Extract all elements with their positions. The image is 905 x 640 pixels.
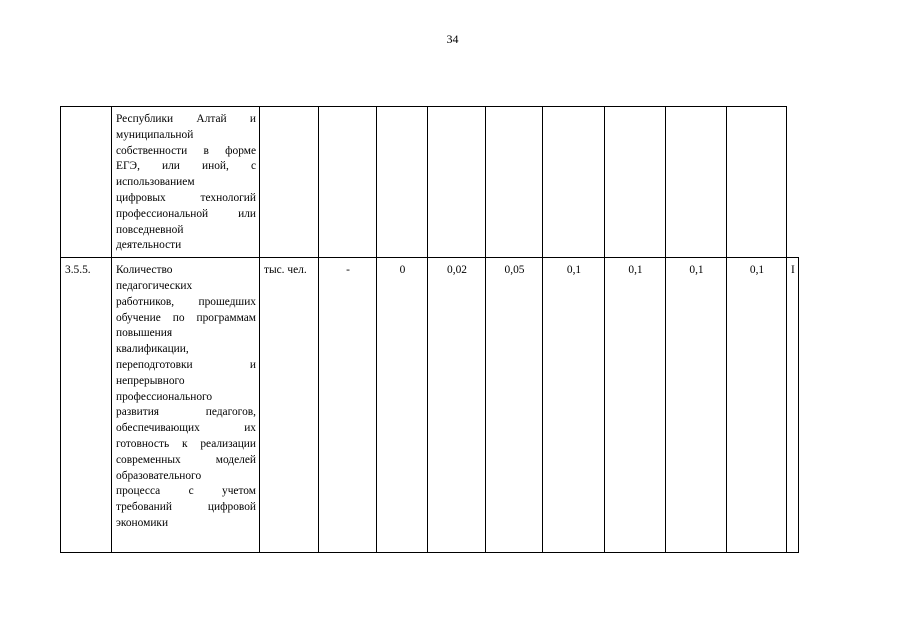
value-cell: 0,05 bbox=[486, 258, 543, 553]
text-line: повседневной bbox=[116, 223, 184, 236]
text-line: использованием bbox=[116, 176, 195, 189]
indicator-name-cell bbox=[112, 107, 260, 258]
value-cell bbox=[543, 107, 605, 258]
value-cell: 0 bbox=[377, 258, 428, 553]
text-line: работников, прошедших bbox=[116, 295, 256, 308]
value-cell bbox=[605, 107, 666, 258]
text-line: муниципальной bbox=[116, 128, 194, 141]
value-cell: 0,1 bbox=[543, 258, 605, 553]
text-line: ЕГЭ, или иной, с bbox=[116, 160, 256, 173]
text-line: экономики bbox=[116, 516, 169, 529]
indicator-name-cell bbox=[112, 258, 260, 553]
text-line: профессионального bbox=[116, 390, 213, 403]
text-line: педагогических bbox=[116, 279, 193, 292]
text-line: Количество bbox=[116, 264, 173, 277]
text-line: Республики Алтай и bbox=[116, 113, 256, 125]
text-line: повышения bbox=[116, 327, 173, 340]
text-line: требований цифровой bbox=[116, 501, 256, 514]
row-number-cell: 3.5.5. bbox=[61, 258, 112, 553]
value-cell bbox=[666, 107, 727, 258]
value-cell: 0,1 bbox=[666, 258, 727, 553]
value-cell: - bbox=[319, 258, 377, 553]
text-line: обучение по программам bbox=[116, 311, 256, 324]
value-cell bbox=[319, 107, 377, 258]
unit-cell: тыс. чел. bbox=[260, 258, 319, 553]
text-line: образовательного bbox=[116, 469, 202, 482]
text-line: переподготовки и bbox=[116, 358, 256, 371]
table-row bbox=[61, 107, 799, 258]
indicator-table bbox=[60, 106, 799, 553]
text-line: квалификации, bbox=[116, 343, 189, 356]
value-cell bbox=[428, 107, 486, 258]
page-number: 34 bbox=[446, 32, 459, 46]
text-line: профессиональной или bbox=[116, 207, 256, 220]
text-line: непрерывного bbox=[116, 374, 185, 387]
text-line: современных моделей bbox=[116, 453, 256, 466]
text-line: деятельности bbox=[116, 239, 182, 252]
text-line: собственности в форме bbox=[116, 144, 256, 157]
unit-cell bbox=[260, 107, 319, 258]
text-line: процесса с учетом bbox=[116, 485, 256, 498]
value-cell bbox=[486, 107, 543, 258]
row-number-cell bbox=[61, 107, 112, 258]
value-cell: I bbox=[787, 258, 799, 553]
table-row bbox=[61, 258, 799, 553]
text-line: готовность к реализации bbox=[116, 437, 256, 450]
value-cell bbox=[377, 107, 428, 258]
value-cell: 0,1 bbox=[727, 258, 787, 553]
value-cell bbox=[727, 107, 787, 258]
text-line: цифровых технологий bbox=[116, 191, 256, 204]
text-line: развития педагогов, bbox=[116, 406, 256, 419]
value-cell: 0,1 bbox=[605, 258, 666, 553]
text-line: обеспечивающих их bbox=[116, 422, 256, 435]
value-cell: 0,02 bbox=[428, 258, 486, 553]
